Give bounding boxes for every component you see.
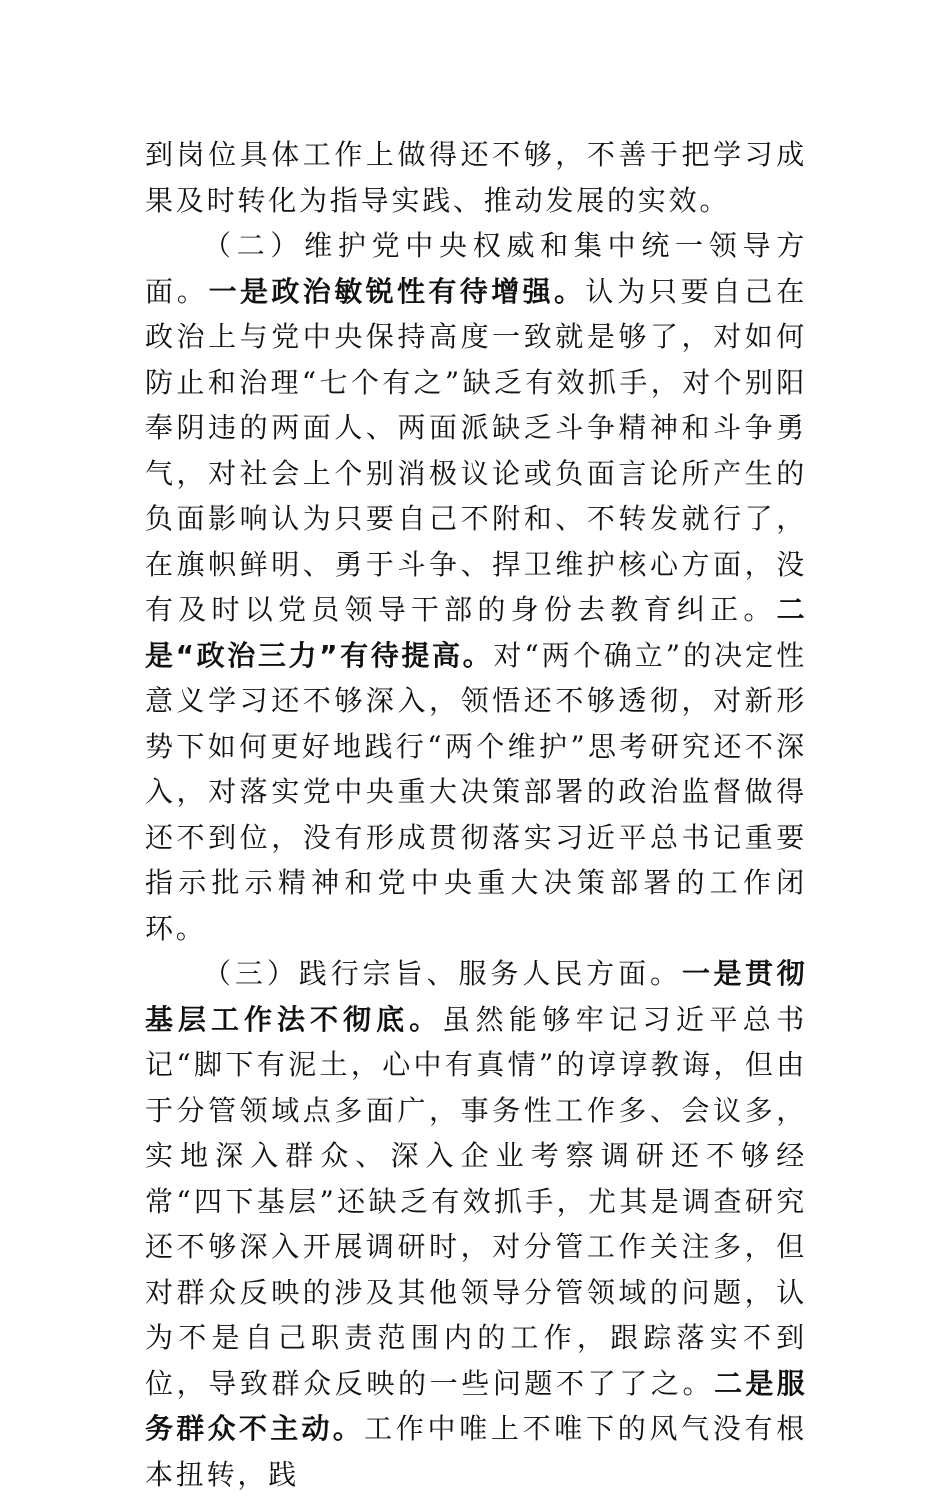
section-heading-two: （二）维护党中央权威和集中统一领导方面。 xyxy=(145,229,807,308)
paragraph-text: 虽然能够牢记习近平总书记“脚下有泥土，心中有真情”的谆谆教诲，但由于分管领域点多面广，事务性工作多、会议多，实地深入群众、深入企业考察调研还不够经常“四下基层”还缺乏有效抓手，尤其是调查研究还不够深入开展调研时，对分管工作关注多，但对群众反映的涉及其他领导分管领域的问题，认为不是自己职责范围内的工作，跟踪落实不到位，导致群众反映的一些问题不了了之。 xyxy=(145,1002,807,1400)
paragraph-text: 工作中唯上不唯下的风气没有根本扭转，践 xyxy=(145,1412,808,1491)
bold-point-serve-masses: 二是服务群众不主动。 xyxy=(145,1366,807,1445)
paragraph-text: 对“两个确立”的决定性意义学习还不够深入，领悟还不够透彻，对新形势下如何更好地践行“两个维护”思考研究还不深入，对落实党中央重大决策部署的政治监督做得还不到位，没有形成贯彻落实习近平总书记重要指示批示精神和党中央重大决策部署的工作闭环。 xyxy=(145,638,807,945)
paragraph-3 xyxy=(145,951,807,1497)
paragraph-text: 认为只要自己在政治上与党中央保持高度一致就是够了，对如何防止和治理“七个有之”缺乏有效抓手，对个别阳奉阴违的两面人、两面派缺乏斗争精神和斗争勇气，对社会上个别消极议论或负面言论所产生的负面影响认为只要自己不附和、不转发就行了，在旗帜鲜明、勇于斗争、捍卫维护核心方面，没有及时以党员领导干部的身份去教育纠正。 xyxy=(145,274,807,626)
paragraph-2 xyxy=(145,223,807,951)
bold-point-political-sensitivity: 一是政治敏锐性有待增强。 xyxy=(208,274,586,308)
bold-point-grassroots-method: 一是贯彻基层工作法不彻底。 xyxy=(145,957,807,1036)
section-heading-three: （三）践行宗旨、服务人民方面。 xyxy=(203,957,682,990)
paragraph-1 xyxy=(145,132,807,223)
paragraph-text: 到岗位具体工作上做得还不够，不善于把学习成果及时转化为指导实践、推动发展的实效。 xyxy=(145,138,807,217)
bold-point-political-three-abilities: 二是“政治三力”有待提高。 xyxy=(145,593,807,672)
document-body xyxy=(145,132,807,1497)
